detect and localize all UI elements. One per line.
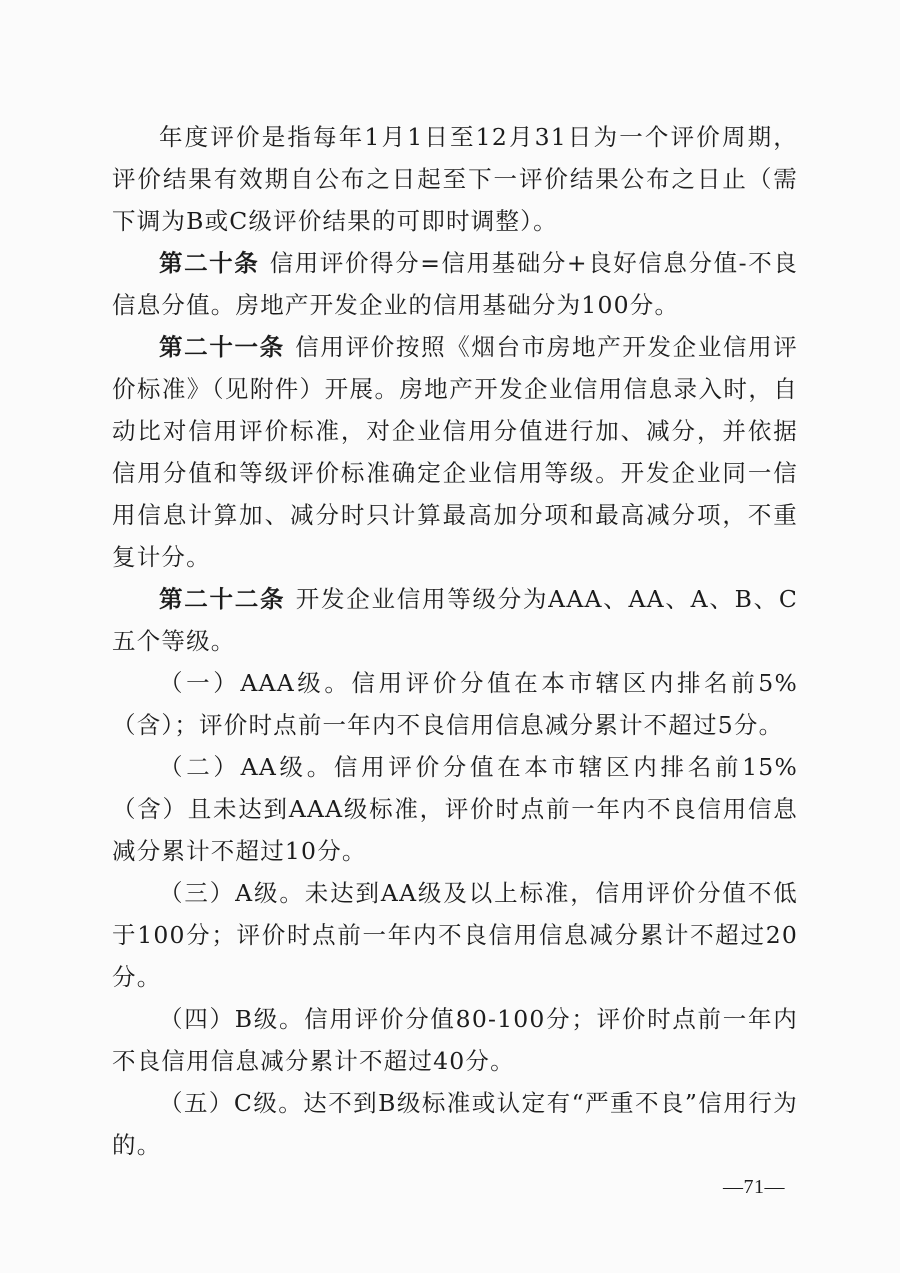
paragraph-text: 年度评价是指每年1月1日至12月31日为一个评价周期，评价结果有效期自公布之日起至下一评价结果公布之日止（需下调为B或C级评价结果的可即时调整）。 [112, 123, 798, 235]
paragraph-article-21 [112, 326, 798, 578]
paragraph-grade-a [112, 872, 798, 998]
paragraph-article-20 [112, 242, 798, 326]
paragraph-article-22 [112, 578, 798, 662]
paragraph-grade-aa [112, 746, 798, 872]
document-body [112, 116, 798, 1166]
paragraph-text: （二）AA级。信用评价分值在本市辖区内排名前15%（含）且未达到AAA级标准，评价时点前一年内不良信用信息减分累计不超过10分。 [112, 753, 798, 865]
paragraph-grade-c [112, 1082, 798, 1166]
paragraph-text: （三）A级。未达到AA级及以上标准，信用评价分值不低于100分；评价时点前一年内不良信用信息减分累计不超过20分。 [112, 879, 798, 991]
page-number: —71— [723, 1176, 785, 1198]
paragraph-text: 信用评价按照《烟台市房地产开发企业信用评价标准》（见附件）开展。房地产开发企业信用信息录入时，自动比对信用评价标准，对企业信用分值进行加、减分，并依据信用分值和等级评价标准确定企业信用等级。开发企业同一信用信息计算加、减分时只计算最高加分项和最高减分项，不重复计分。 [112, 333, 799, 571]
paragraph-text: （四）B级。信用评价分值80-100分；评价时点前一年内不良信用信息减分累计不超过40分。 [112, 1005, 798, 1075]
paragraph-text: 信用评价得分=信用基础分+良好信息分值-不良信息分值。房地产开发企业的信用基础分为100分。 [112, 249, 798, 319]
paragraph-text: 开发企业信用等级分为AAA、AA、A、B、C五个等级。 [112, 585, 798, 655]
article-number: 第二十条 [159, 249, 260, 277]
article-number: 第二十一条 [159, 333, 285, 361]
paragraph-grade-b [112, 998, 798, 1082]
paragraph-annual-evaluation [112, 116, 798, 242]
paragraph-text: （五）C级。达不到B级标准或认定有“严重不良”信用行为的。 [112, 1089, 798, 1159]
article-number: 第二十二条 [159, 585, 286, 613]
paragraph-grade-aaa [112, 662, 798, 746]
paragraph-text: （一）AAA级。信用评价分值在本市辖区内排名前5%（含）；评价时点前一年内不良信用信息减分累计不超过5分。 [112, 669, 798, 739]
